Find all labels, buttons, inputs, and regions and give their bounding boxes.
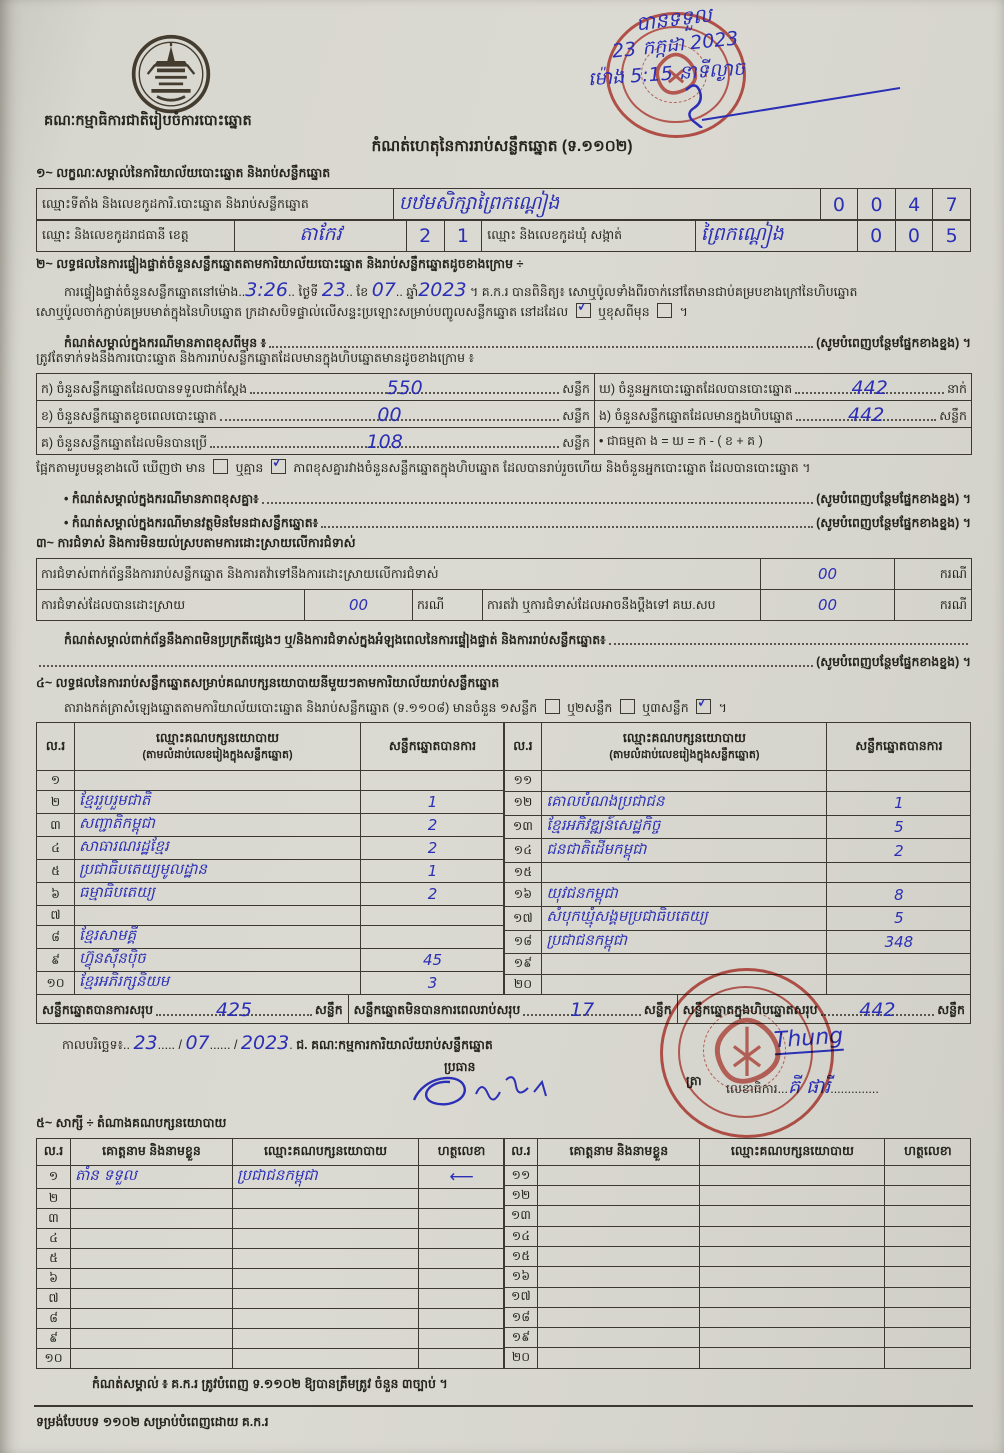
verify-time-value: 3:26: [245, 279, 288, 302]
witness-row: ១៦: [504, 1267, 971, 1287]
party-row: ១៩: [504, 954, 971, 975]
witness-row: ១៨: [504, 1307, 971, 1327]
party-results-table-right: ល.រ ឈ្មោះគណបក្សនយោបាយ (តាមលំដាប់លេខរៀងក្នុងសន្លឹកឆ្នោត) សន្លឹកឆ្នោតបានការ ១១ ១២ គោលបំណងប្រជាជន 1 ១៣ ខ្មែរអភិវឌ្ឍន៍សេដ្ឋកិច្ច 5 ១៤ ជនជាតិដើមកម្ពុជា 2 ១៥ ១៦ យុវជនកម្ពុជា 8 ១៧ សំបុកឃ្មុំសង្គមប្រជាធិបតេយ្យ 5 ១៨ ប្រជាជនកម្ពុជា 348 ១៩ ២០: [503, 722, 971, 995]
party-row: ១៨ ប្រជាជនកម្ពុជា 348: [504, 930, 971, 954]
section2-bullet2: • កំណត់សម្គាល់ក្នុងករណីមានវត្ថុមិនមែនជាសន្លឹកឆ្នោត៖ (សូមបំពេញបន្ថែមផ្នែកខាងខ្នង) ។: [64, 515, 971, 530]
difference-yes-checkbox: [213, 459, 228, 474]
province-code-box: 1: [445, 219, 483, 252]
item-a-label: ក) ចំនួនសន្លឹកឆ្នោតដែលបានទទួលជាក់ស្ដែង: [41, 381, 247, 396]
witness-row: ៥: [37, 1248, 505, 1268]
party-row: ១៣ ខ្មែរអភិវឌ្ឍន៍សេដ្ឋកិច្ច 5: [504, 815, 971, 839]
item-d-label: ឃ) ចំនួនអ្នកបោះឆ្នោតដែលបានបោះឆ្នោត: [599, 381, 793, 396]
witness-row: ១២: [504, 1186, 971, 1206]
province-value-area: [235, 219, 407, 252]
objections-table: ការជំទាស់ពាក់ព័ន្ធនឹងការរាប់សន្លឹកឆ្នោត និងការតវ៉ាទៅនឹងការដោះស្រាយលើការជំទាស់ 00 ករណី ការជំទាស់ដែលបានដោះស្រាយ 00 ករណី ការតវ៉ា ឬការជំទាស់ដែលអាចនឹងប្ដឹងទៅ គឃ.សប 00 ករណី: [36, 558, 972, 621]
objection-row2a-value: 00: [348, 596, 369, 615]
seal-changed-checkbox: [657, 303, 672, 318]
section2-paragraph-line1: ការផ្ទៀងផ្ទាត់ចំនួនសន្លឹកឆ្នោតនៅម៉ោង..3:26.. ថ្ងៃទី 23.. ខែ 07.. ឆ្នាំ2023 ។ គ.ក.រ បានពិនិត្យ៖ សោឬប៉ូលទាំងពីរចាក់នៅតែមានជាប់គម្របខាងក្រៅនៃហិបឆ្នោត: [64, 279, 858, 302]
section5-heading: ៥~ សាក្សី ÷ តំណាងគណបក្សនយោបាយ: [36, 1115, 227, 1130]
date-line: កាលបរិច្ឆេទ៖.. 23..... / 07...... / 2023. ជ. គណៈកម្មការការិយាល័យរាប់សន្លឹកឆ្នោត: [62, 1031, 493, 1054]
party-row: ២ ខ្មែររួបរួមជាតិ 1: [37, 791, 505, 814]
office-code-box: 4: [896, 188, 934, 221]
one-sheet-checkbox: [545, 699, 560, 714]
received-note-line1: បានទទួល: [634, 2, 714, 36]
office-value: បឋមសិក្សាព្រៃកណ្ដៀង: [398, 191, 560, 214]
footer-form-line: ទម្រង់បែបបទ ១១០២ សម្រាប់បំពេញដោយ គ.ក.រ: [36, 1414, 269, 1429]
difference-no-checkbox: [271, 459, 286, 474]
party-row: ១១: [504, 771, 971, 792]
item-b-label: ខ) ចំនួនសន្លឹកឆ្នោតខូចពេលបោះឆ្នោត: [41, 408, 217, 423]
party-row: ១៥: [504, 862, 971, 883]
form-title: កំណត់ហេតុនៃការរាប់សន្លឹកឆ្នោត (ទ.១១០២): [371, 138, 633, 155]
province-value: តាកែវ: [299, 222, 342, 245]
witness-table-right: ល.រ គោត្តនាម និងនាមខ្លួន ឈ្មោះគណបក្សនយោបាយ ហត្ថលេខា ១១ ១២ ១៣ ១៤ ១៥ ១៦ ១៧ ១៨ ១៩ ២០: [503, 1138, 971, 1369]
commune-label: ឈ្មោះ និងលេខកូដឃុំ សង្កាត់: [482, 219, 696, 252]
party-results-table-left: ល.រ ឈ្មោះគណបក្សនយោបាយ (តាមលំដាប់លេខរៀងក្នុងសន្លឹកឆ្នោត) សន្លឹកឆ្នោតបានការ ១ ២ ខ្មែររួបរួមជាតិ 1 ៣ សញ្ជាតិកម្ពុជា 2 ៤ សាធារណរដ្ឋខ្មែរ 2 ៥ ប្រជាធិបតេយ្យមូលដ្ឋាន 1 ៦ ធម្មាធិបតេយ្យ 2 ៧ ៨ ខ្មែរសាមគ្គី ៩ ហ៊្វុនស៊ីនប៉ិច 45 ១០ ខ្មែរអភិរក្សនិយម 3: [36, 722, 505, 995]
witness-row: ២: [37, 1188, 505, 1208]
commune-value: ព្រៃកណ្ដៀង: [700, 222, 784, 245]
item-c-value: 108: [366, 431, 403, 452]
verify-result-line: ផ្អែកតាមរូបមន្តខាងលើ ឃើញថា មាន ឬគ្មាន ✓ ភាពខុសគ្នារវាងចំនួនសន្លឹកឆ្នោតក្នុងហិបឆ្នោត ដែលបានរាប់រួចហើយ និងចំនួនអ្នកបោះឆ្នោត ដែលបានបោះឆ្នោត ។: [36, 459, 971, 483]
formula-note: • ជាធម្មតា ង = ឃ = ក - ( ខ + គ ): [599, 433, 763, 448]
party-row: ១: [37, 771, 505, 791]
office-code-box: 0: [858, 188, 896, 221]
witness-row: ១១: [504, 1165, 971, 1185]
party-row: ៤ សាធារណរដ្ឋខ្មែរ 2: [37, 837, 505, 860]
item-d-value: 442: [851, 377, 888, 398]
section4-heading: ៤~ លទ្ធផលនៃការរាប់សន្លឹកឆ្នោតសម្រាប់គណបក្សនយោបាយនីមួយៗតាមការិយាល័យរាប់សន្លឹកឆ្នោត: [36, 676, 500, 691]
witness-row: ៩: [37, 1328, 505, 1348]
nec-emblem-icon: [128, 33, 214, 117]
party-row: ១៦ យុវជនកម្ពុជា 8: [504, 883, 971, 907]
total-invalid-value: 17: [569, 998, 595, 1019]
received-signature-icon: [672, 78, 912, 128]
province-label: ឈ្មោះ និងលេខកូដរាជធានី ខេត្ត: [36, 219, 235, 252]
item-a-value: 550: [386, 377, 423, 398]
item-b-value: 00: [377, 404, 402, 425]
witness-row: ៤: [37, 1228, 505, 1248]
party-row: ៣ សញ្ជាតិកម្ពុជា 2: [37, 814, 505, 837]
section2-note-line: កំណត់សម្គាល់ក្នុងករណីមានភាពខុសពីមុន ៖ (សូមបំពេញបន្ថែមផ្នែកខាងខ្នង) ។: [64, 335, 971, 350]
verify-month-value: 07: [371, 279, 396, 302]
chairman-label: ប្រធាន: [444, 1059, 476, 1074]
received-note-line3: ម៉ោង 5:15 នាទីល្ងាច: [587, 57, 746, 91]
three-sheets-checkbox: [696, 699, 711, 714]
witness-row: ៦: [37, 1268, 505, 1288]
province-code-box: 2: [407, 219, 445, 252]
party-row: ១៧ សំបុកឃ្មុំសង្គមប្រជាធិបតេយ្យ 5: [504, 907, 971, 931]
total-valid-value: 425: [215, 998, 253, 1019]
section2-paragraph-line2: សោឬប៉ូលចាក់ភ្ជាប់គម្របមាត់ក្នុងនៃហិបឆ្នោត ក្រដាសបិទផ្ទាល់លើសន្ទះប្រឡោះសម្រាប់បញ្ចូលសន្លឹកឆ្នោត នៅដដែល ✓ ឬខុសពីមុន ។: [36, 303, 971, 327]
objection-row1-value: 00: [817, 565, 838, 584]
party-row: ៨ ខ្មែរសាមគ្គី: [37, 926, 505, 949]
two-sheets-checkbox: [620, 699, 635, 714]
objection-row2b-label: ការតវ៉ា ឬការជំទាស់ដែលអាចនឹងប្ដឹងទៅ គឃ.សប: [483, 590, 761, 621]
verify-year-value: 2023: [418, 279, 467, 302]
ballot-count-table: ក) ចំនួនសន្លឹកឆ្នោតដែលបានទទួលជាក់ស្ដែង 550 សន្លឹក ឃ) ចំនួនអ្នកបោះឆ្នោតដែលបានបោះឆ្នោត 442 នាក់ ខ) ចំនួនសន្លឹកឆ្នោតខូចពេលបោះឆ្នោត 00 សន្លឹក ង) ចំនួនសន្លឹកឆ្នោតដែលមានក្នុងហិបឆ្នោត 442 សន្លឹក គ) ចំនួនសន្លឹកឆ្នោតដែលមិនបានប្រើ 108 សន្លឹក • ជាធម្មតា ង = ឃ = ក - ( ខ + គ ): [36, 373, 972, 455]
witness-row: ១៣: [504, 1206, 971, 1226]
office-code-box: 0: [821, 188, 859, 221]
witness-table-left: ល.រ គោត្តនាម និងនាមខ្លួន ឈ្មោះគណបក្សនយោបាយ ហត្ថលេខា ១ តាំន ទទួល ប្រជាជនកម្ពុជា ⟵ ២ ៣ ៤ ៥ ៦ ៧ ៨ ៩ ១០: [36, 1138, 505, 1369]
section2-heading: ២~ លទ្ធផលនៃការផ្ទៀងផ្ទាត់ចំនួនសន្លឹកឆ្នោតតាមការិយាល័យបោះឆ្នោត និងរាប់សន្លឹកឆ្នោតដូចខាងក្រោម ÷: [36, 257, 524, 272]
committee-seal-stamp-icon: [660, 968, 834, 1138]
office-value-area: [394, 188, 821, 221]
party-row: ១៤ ជនជាតិដើមកម្ពុជា 2: [504, 839, 971, 863]
section2-bullet1: • កំណត់សម្គាល់ក្នុងករណីមានភាពខុសគ្នា៖ (សូមបំពេញបន្ថែមផ្នែកខាងខ្នង) ។: [64, 491, 971, 506]
item-e-label: ង) ចំនួនសន្លឹកឆ្នោតដែលមានក្នុងហិបឆ្នោត: [599, 408, 794, 423]
received-note-line2: 23 កក្កដា 2023: [610, 27, 740, 63]
date-day: 23: [133, 1031, 158, 1054]
party-row: ១២ គោលបំណងប្រជាជន 1: [504, 791, 971, 815]
office-label: ឈ្មោះទីតាំង និងលេខកូដការិ.បោះឆ្នោត និងរាប់សន្លឹកឆ្នោត: [36, 188, 394, 221]
section3-note-line2: (សូមបំពេញបន្ថែមផ្នែកខាងខ្នង) ។: [36, 648, 971, 670]
witness-row: ៣: [37, 1208, 505, 1228]
footer-note: កំណត់សម្គាល់ ៖ គ.ក.រ ត្រូវបំពេញ ទ.១១០២ ឱ្យបានត្រឹមត្រូវ ចំនួន ៣ច្បាប់ ។: [92, 1376, 448, 1391]
verify-day-value: 23: [321, 279, 346, 302]
section2-intro-line: ត្រូវតែទាក់ទងនឹងការបោះឆ្នោត និងការរាប់សន្លឹកឆ្នោតដែលមានក្នុងហិបឆ្នោតមានដូចខាងក្រោម ៖: [36, 351, 474, 366]
witness-row: ១៥: [504, 1247, 971, 1267]
org-name: គណៈកម្មាធិការជាតិរៀបចំការបោះឆ្នោត: [44, 113, 252, 129]
section4-subline: តារាងកត់ត្រាសំឡេងឆ្នោតតាមការិយាល័យបោះឆ្នោត និងរាប់សន្លឹកឆ្នោត (ទ.១១០៨) មានចំនួន ១សន្លឹក ឬ២សន្លឹក ឬ៣សន្លឹក ✓ ។: [36, 699, 971, 722]
party-row: ២០: [504, 974, 971, 995]
witness-row: ១៧: [504, 1287, 971, 1307]
party-row: ៧: [37, 906, 505, 926]
section3-heading: ៣~ ការជំទាស់ និងការមិនយល់ស្របតាមការដោះស្រាយលើការជំទាស់: [36, 536, 356, 551]
objection-row2a-label: ការជំទាស់ដែលបានដោះស្រាយ: [37, 590, 305, 621]
commune-value-area: [696, 219, 858, 252]
commune-code-box: 5: [933, 219, 971, 252]
seal-label: ត្រា: [686, 1073, 702, 1088]
witness-row: ១៩: [504, 1328, 971, 1348]
footer-divider: [34, 1405, 973, 1407]
secretary-line: លេខាធិការ...គី ផារី..............: [726, 1075, 879, 1098]
seal-same-checkbox: [576, 303, 591, 318]
section3-note-line1: កំណត់សម្គាល់ពាក់ព័ន្ធនឹងភាពមិនប្រក្រតីផ្សេងៗ ឬ/និងការជំទាស់ក្នុងអំឡុងពេលនៃការផ្ទៀងផ្ទាត់ និងការរាប់សន្លឹកឆ្នោត៖: [36, 624, 971, 648]
party-row: ៥ ប្រជាធិបតេយ្យមូលដ្ឋាន 1: [37, 860, 505, 883]
item-c-label: គ) ចំនួនសន្លឹកឆ្នោតដែលមិនបានប្រើ: [41, 435, 208, 450]
commune-code-box: 0: [858, 219, 896, 252]
witness-row: ១ តាំន ទទួល ប្រជាជនកម្ពុជា ⟵: [37, 1165, 505, 1188]
commune-code-box: 0: [896, 219, 934, 252]
witness-row: ៧: [37, 1288, 505, 1308]
chairman-signature-icon: [406, 1070, 626, 1114]
item-e-value: 442: [848, 404, 885, 425]
party-row: ១០ ខ្មែរអភិរក្សនិយម 3: [37, 972, 505, 995]
party-row: ៦ ធម្មាធិបតេយ្យ 2: [37, 883, 505, 906]
witness-row: ៨: [37, 1308, 505, 1328]
party-row: ៩ ហ៊្វុនស៊ីនប៉ិច 45: [37, 949, 505, 972]
secretary-signature: Thung: [773, 1023, 844, 1054]
witness-row: ១០: [37, 1348, 505, 1368]
witness-row: ២០: [504, 1348, 971, 1368]
total-box-value: 442: [859, 998, 896, 1019]
office-code-box: 7: [933, 188, 971, 221]
objection-row2b-value: 00: [817, 596, 838, 615]
date-year: 2023: [240, 1031, 290, 1054]
date-month: 07: [185, 1031, 210, 1054]
totals-row: សន្លឹកឆ្នោតបានការសរុប 425 សន្លឹក សន្លឹកឆ្នោតមិនបានការពេលរាប់សរុប 17 សន្លឹក សន្លឹកឆ្នោតក្នុងហិបឆ្នោតសរុប 442 សន្លឹក: [36, 994, 971, 1024]
section1-heading: ១~ លក្ខណៈសម្គាល់នៃការិយាល័យបោះឆ្នោត និងរាប់សន្លឹកឆ្នោត: [36, 166, 331, 180]
secretary-name: គី ផារី: [788, 1075, 831, 1098]
witness-row: ១៤: [504, 1226, 971, 1246]
objection-row1-label: ការជំទាស់ពាក់ព័ន្ធនឹងការរាប់សន្លឹកឆ្នោត និងការតវ៉ាទៅនឹងការដោះស្រាយលើការជំទាស់: [37, 559, 761, 590]
